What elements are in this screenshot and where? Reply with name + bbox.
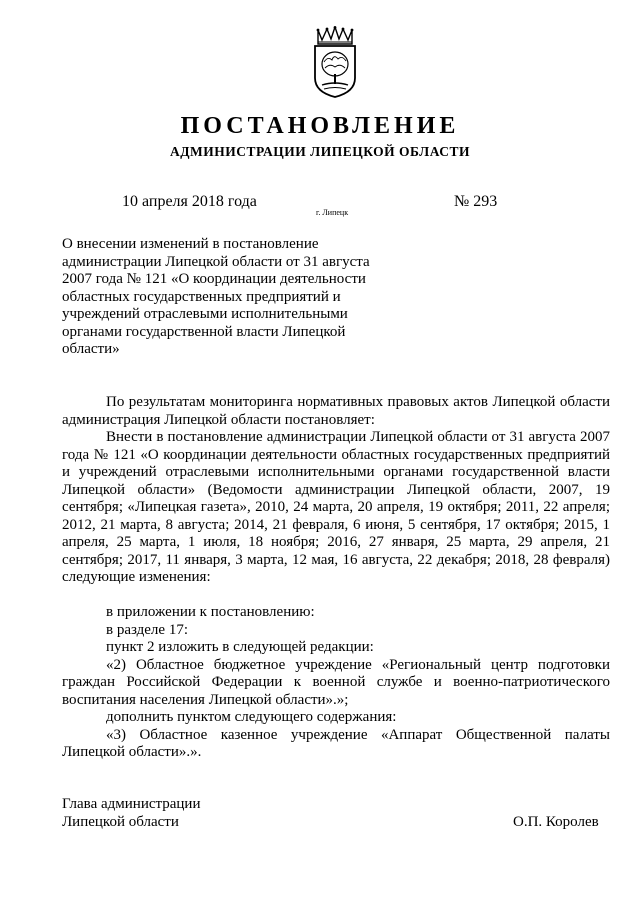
body-paragraph: «2) Областное бюджетное учреждение «Региональный центр подготовки граждан Российской Федерации к военной службе и военно-патриотического воспитания населения Липецкой области».»; bbox=[62, 656, 610, 708]
signatory-position-line: Глава администрации bbox=[62, 796, 201, 812]
document-city: г. Липецк bbox=[316, 208, 349, 217]
body-paragraph: в приложении к постановлению: bbox=[106, 604, 315, 620]
body-paragraph: дополнить пунктом следующего содержания: bbox=[106, 709, 397, 725]
document-number: № 293 bbox=[454, 193, 498, 210]
body-paragraph: По результатам мониторинга нормативных правовых актов Липецкой области администрация Липецкой области постановляет: bbox=[62, 394, 610, 428]
signatory-position-line: Липецкой области bbox=[62, 814, 179, 830]
document-title: ПОСТАНОВЛЕНИЕ bbox=[180, 113, 460, 139]
body-paragraph: в разделе 17: bbox=[106, 621, 188, 638]
body-paragraph: Внести в постановление администрации Липецкой области от 31 августа 2007 года № 121 «О координации деятельности областных государственных предприятий и учреждений отраслевыми исполнительными органами государственной власти Липецкой области» (Ведомости администрации Липецкой области, 2007, 19 сентября; «Липецкая газета», 2010, 24 марта, 20 апреля, 19 октября; 2011, 22 апреля; 2012, 21 марта, 8 августа; 2014, 21 февраля, 6 июня, 5 сентября, 17 октября; 2015, 1 апреля, 25 марта, 1 июля, 18 ноября; 2016, 27 января, 25 марта, 29 апреля, 21 сентября; 2017, 11 января, 3 марта, 12 мая, 16 августа, 22 декабря; 2018, 28 февраля) следующие изменения: bbox=[62, 429, 610, 585]
coat-of-arms-icon bbox=[310, 26, 360, 98]
body-paragraph: пункт 2 изложить в следующей редакции: bbox=[106, 639, 374, 655]
body-paragraph: «3) Областное казенное учреждение «Аппарат Общественной палаты Липецкой области».». bbox=[62, 726, 610, 760]
document-body bbox=[62, 394, 610, 762]
document-subtitle: АДМИНИСТРАЦИИ ЛИПЕЦКОЙ ОБЛАСТИ bbox=[169, 144, 471, 159]
document-subject: О внесении изменений в постановление администрации Липецкой области от 31 августа 2007 года № 121 «О координации деятельности областных государственных предприятий и учреждений отраслевыми исполнительными органами государственной власти Липецкой области» bbox=[62, 236, 370, 357]
signatory-position bbox=[62, 795, 200, 831]
document-date: 10 апреля 2018 года bbox=[122, 193, 257, 210]
signatory-name: О.П. Королев bbox=[513, 814, 599, 830]
